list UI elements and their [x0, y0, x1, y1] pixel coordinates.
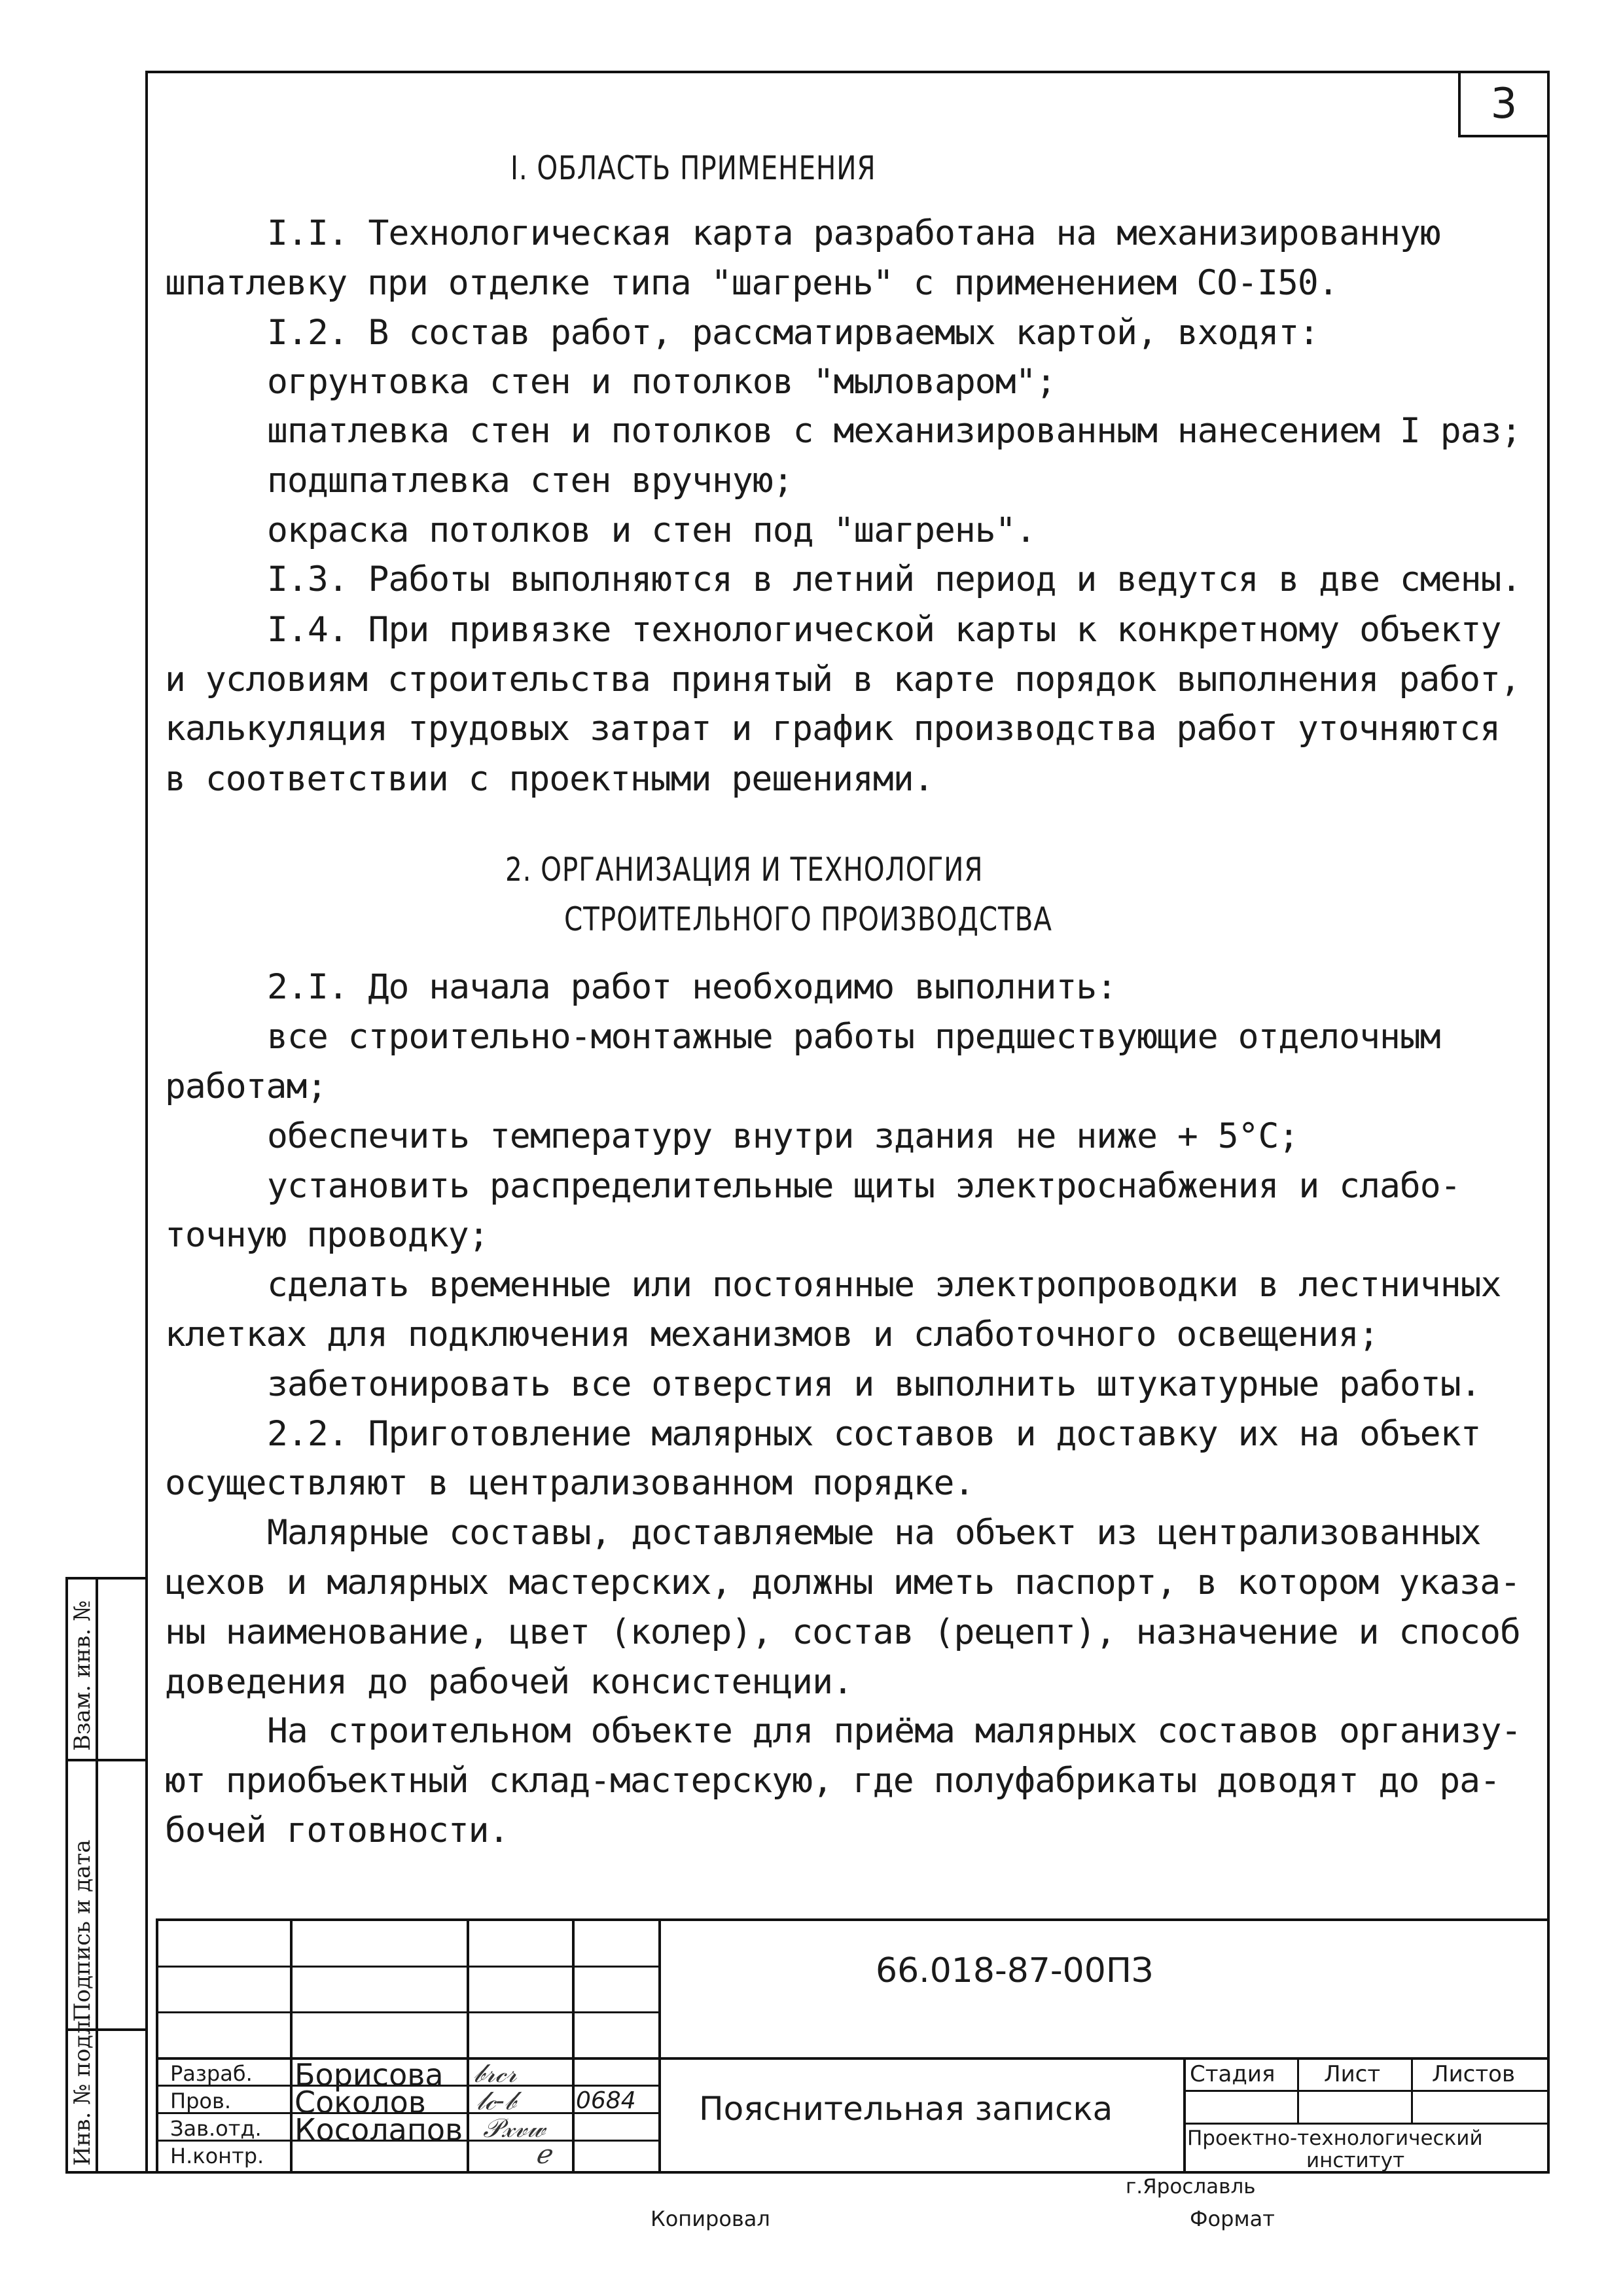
copied-label: Копировал	[651, 2206, 770, 2231]
section2-line: бочей готовности.	[165, 1810, 509, 1850]
date-value: 0684	[576, 2087, 636, 2114]
section2-line: обеспечить температуру внутри здания не ниже + 5°С;	[267, 1116, 1299, 1156]
document-title: Пояснительная записка	[699, 2090, 1113, 2128]
document-code: 66.018-87-00ПЗ	[876, 1951, 1154, 1990]
stage-header: Стадия	[1190, 2061, 1275, 2087]
section2-line: доведения до рабочей консистенции.	[165, 1662, 853, 1702]
person-name: Косолапов	[294, 2112, 463, 2147]
section2-line: ны наименование, цвет (колер), состав (рецепт), назначение и способ	[165, 1612, 1520, 1652]
signature-image: 𝒫𝓍𝓋𝓌	[483, 2113, 546, 2144]
role-label: Разраб.	[170, 2061, 253, 2086]
section2-line: клетках для подключения механизмов и слаботочного освещения;	[165, 1315, 1379, 1354]
section1-line: шпатлевку при отделке типа "шагрень" с применением СО-I50.	[165, 263, 1338, 303]
page-number: 3	[1458, 73, 1547, 137]
section2-line: На строительном объекте для приёма малярных составов организу-	[267, 1711, 1522, 1751]
section2-line: установить распределительные щиты электроснабжения и слабо-	[267, 1166, 1461, 1206]
role-label: Н.контр.	[170, 2144, 264, 2168]
section1-line: в соответствии с проектными решениями.	[165, 759, 934, 799]
section2-line: Малярные составы, доставляемые на объект из централизованных	[267, 1513, 1481, 1553]
section2-heading-line2: СТРОИТЕЛЬНОГО ПРОИЗВОДСТВА	[564, 900, 1052, 938]
organization-name: институт	[1306, 2149, 1405, 2172]
section2-line: точную проводку;	[165, 1215, 489, 1255]
section2-line: 2.2. Приготовление малярных составов и доставку их на объект	[267, 1414, 1481, 1454]
section2-line: забетонировать все отверстия и выполнить штукатурные работы.	[267, 1364, 1481, 1404]
section2-line: цехов и малярных мастерских, должны иметь паспорт, в котором указа-	[165, 1563, 1520, 1602]
side-stamp-inv: Инв. № подл.	[69, 2013, 96, 2166]
section1-line: калькуляция трудовых затрат и график производства работ уточняются	[165, 709, 1500, 749]
section1-heading: I. ОБЛАСТЬ ПРИМЕНЕНИЯ	[510, 149, 876, 187]
side-stamp-vzam: Взам. инв. №	[69, 1600, 96, 1751]
section2-line: 2.I. До начала работ необходимо выполнить:	[267, 967, 1117, 1007]
frame-top-border	[145, 71, 1550, 73]
section1-line: I.2. В состав работ, рассматирваемых картой, входят:	[267, 313, 1319, 353]
role-label: Пров.	[170, 2089, 231, 2113]
section2-line: все строительно-монтажные работы предшествующие отделочным	[267, 1017, 1440, 1057]
section1-line: I.3. Работы выполняются в летний период и ведутся в две смены.	[267, 559, 1522, 599]
signature-image: ℯ	[535, 2140, 551, 2170]
section1-line: I.I. Технологическая карта разработана на механизированную	[267, 213, 1440, 253]
title-block	[156, 1918, 1550, 2174]
sheets-header: Листов	[1432, 2061, 1516, 2087]
section1-line: подшпатлевка стен вручную;	[267, 461, 793, 501]
organization-city: г.Ярославль	[1126, 2175, 1256, 2199]
signature-image: 𝓁𝒸-𝒷	[476, 2086, 516, 2116]
section1-line: окраска потолков и стен под "шагрень".	[267, 510, 1036, 550]
person-name: Соколов	[294, 2085, 426, 2120]
section2-line: сделать временные или постоянные электропроводки в лестничных	[267, 1265, 1501, 1305]
side-stamp-podpis: Подпись и дата	[69, 1839, 96, 2022]
section1-line: шпатлевка стен и потолков с механизированным нанесением I раз;	[267, 411, 1522, 451]
format-label: Формат	[1190, 2206, 1275, 2231]
section2-heading-line1: 2. ОРГАНИЗАЦИЯ И ТЕХНОЛОГИЯ	[505, 851, 984, 889]
section1-line: огрунтовка стен и потолков "мыловаром";	[267, 362, 1056, 402]
signature-image: 𝒷𝓇𝒸𝓇	[473, 2058, 517, 2089]
section2-line: работам;	[165, 1067, 327, 1106]
person-name: Борисова	[294, 2057, 444, 2093]
role-label: Зав.отд.	[170, 2116, 262, 2141]
side-stamp	[65, 1577, 148, 2174]
section2-line: ют приобъектный склад-мастерскую, где полуфабрикаты доводят до ра-	[165, 1761, 1500, 1801]
frame-right-border	[1547, 71, 1550, 2174]
section2-line: осуществляют в централизованном порядке.	[165, 1463, 974, 1503]
section1-line: и условиям строительства принятый в карте порядок выполнения работ,	[165, 660, 1520, 699]
organization-name: Проектно-технологический	[1187, 2127, 1483, 2150]
sheet-header: Лист	[1324, 2061, 1381, 2087]
section1-line: I.4. При привязке технологической карты к конкретному объекту	[267, 610, 1501, 650]
